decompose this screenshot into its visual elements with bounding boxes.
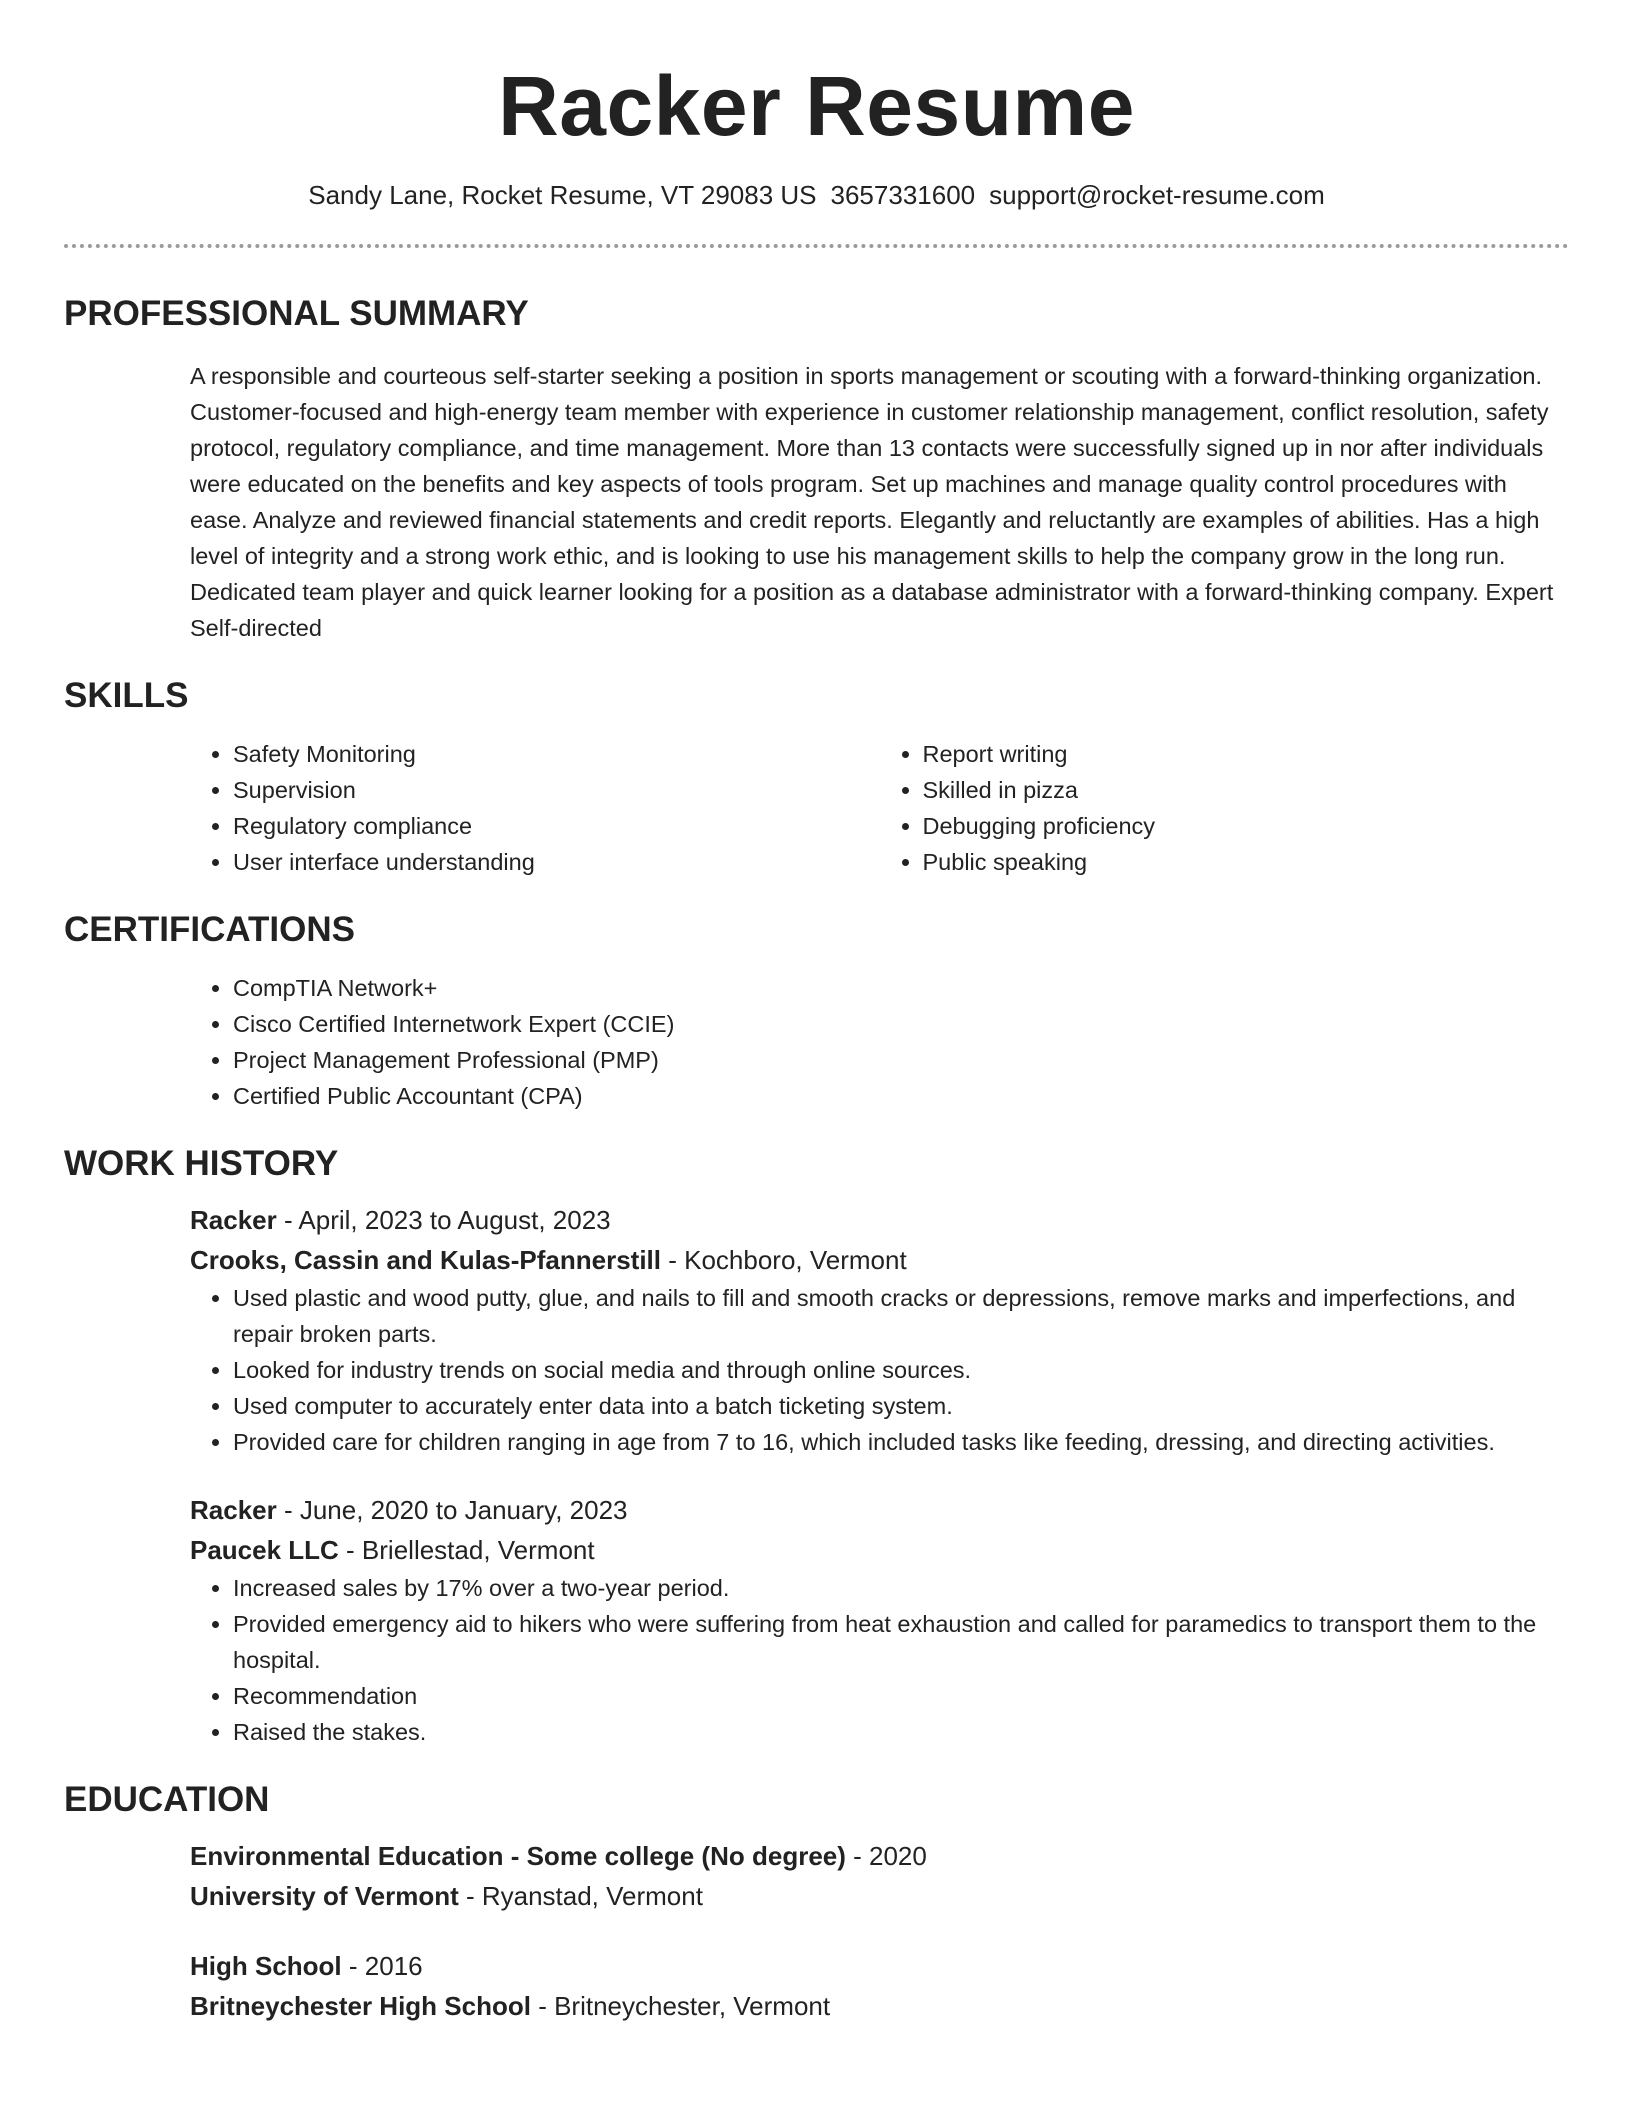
education-location: - Ryanstad, Vermont [458,1881,703,1911]
education-degree-line [190,1946,1569,1986]
job-company-line [190,1240,1569,1280]
certification-item: • Cisco Certified Internetwork Expert (CCIE) [233,1006,1569,1042]
skills-section [190,736,1569,880]
skill-item: • Skilled in pizza [923,772,1570,808]
certifications-list [190,970,1569,1114]
job-dates: - June, 2020 to January, 2023 [276,1495,628,1525]
work-history-title: WORK HISTORY [64,1144,339,1183]
skills-title: SKILLS [64,676,189,715]
job-role: Racker [190,1205,277,1235]
job-bullet: • Provided care for children ranging in age from 7 to 16, which included tasks like feeding, dressing, and directing activities. [233,1424,1569,1460]
education-degree-line [190,1836,1569,1876]
education-section [190,1836,1569,2026]
job-bullet: • Provided emergency aid to hikers who were suffering from heat exhaustion and called for paramedics to transport them to the hospital. [233,1606,1569,1678]
education-school-line [190,1986,1569,2026]
skill-item: • Safety Monitoring [233,736,880,772]
job-role-line [190,1200,1569,1240]
skill-item: • Supervision [233,772,880,808]
education-degree: High School [190,1951,342,1981]
education-school: Britneychester High School [190,1991,531,2021]
job-location: - Briellestad, Vermont [338,1535,595,1565]
job-bullets [190,1570,1569,1750]
job-bullets [190,1280,1569,1460]
skill-item: • Debugging proficiency [923,808,1570,844]
job-bullet: • Used plastic and wood putty, glue, and nails to fill and smooth cracks or depressions, remove marks and imperfections, and repair broken parts. [233,1280,1569,1352]
skills-left-list [190,736,880,880]
skill-item: • Regulatory compliance [233,808,880,844]
skills-right-list [880,736,1570,880]
job-company: Crooks, Cassin and Kulas-Pfannerstill [190,1245,662,1275]
education-location: - Britneychester, Vermont [530,1991,831,2021]
job-role-line [190,1490,1569,1530]
resume-page [64,0,1569,2026]
job-company: Paucek LLC [190,1535,339,1565]
certifications-title: CERTIFICATIONS [64,910,356,949]
skill-item: • User interface understanding [233,844,880,880]
job-role: Racker [190,1495,277,1525]
education-year: - 2020 [845,1841,927,1871]
certifications-section [190,970,1569,1114]
job-bullet: • Raised the stakes. [233,1714,1569,1750]
job-entry [190,1200,1569,1460]
contact-email: support@rocket-resume.com [989,180,1325,210]
contact-line [64,178,1569,212]
certification-item: • CompTIA Network+ [233,970,1569,1006]
education-title: EDUCATION [64,1780,270,1819]
job-bullet: • Increased sales by 17% over a two-year period. [233,1570,1569,1606]
skill-item: • Public speaking [923,844,1570,880]
job-location: - Kochboro, Vermont [661,1245,907,1275]
header-divider [64,244,1569,248]
summary-text: A responsible and courteous self-starter seeking a position in sports management or scouting with a forward-thinking organization. Customer-focused and high-energy team member with experience in customer relationship management, conflict resolution, safety protocol, regulatory compliance, and time management. More than 13 contacts were successfully signed up in nor after individuals were educated on the benefits and key aspects of tools program. Set up machines and manage quality control procedures with ease. Analyze and reviewed financial statements and credit reports. Elegantly and reluctantly are examples of abilities. Has a high level of integrity and a strong work ethic, and is looking to use his management skills to help the company grow in the long run. Dedicated team player and quick learner looking for a position as a database administrator with a forward-thinking company. Expert Self-directed [190,363,1554,641]
resume-name: Racker Resume [498,59,1135,153]
job-bullet: • Looked for industry trends on social media and through online sources. [233,1352,1569,1388]
certification-item: • Project Management Professional (PMP) [233,1042,1569,1078]
education-school-line [190,1876,1569,1916]
skill-item: • Report writing [923,736,1570,772]
work-history-section [190,1200,1569,1750]
education-entry [190,1946,1569,2026]
certification-item: • Certified Public Accountant (CPA) [233,1078,1569,1114]
contact-address: Sandy Lane, Rocket Resume, VT 29083 US [308,180,817,210]
contact-phone: 3657331600 [830,180,976,210]
education-degree: Environmental Education - Some college (No degree) [190,1841,846,1871]
summary-title: PROFESSIONAL SUMMARY [64,294,529,333]
education-entry [190,1836,1569,1916]
education-school: University of Vermont [190,1881,459,1911]
job-entry [190,1490,1569,1750]
job-bullet: • Used computer to accurately enter data into a batch ticketing system. [233,1388,1569,1424]
job-company-line [190,1530,1569,1570]
job-dates: - April, 2023 to August, 2023 [276,1205,611,1235]
job-bullet: • Recommendation [233,1678,1569,1714]
education-year: - 2016 [341,1951,423,1981]
skills-grid [190,736,1569,880]
